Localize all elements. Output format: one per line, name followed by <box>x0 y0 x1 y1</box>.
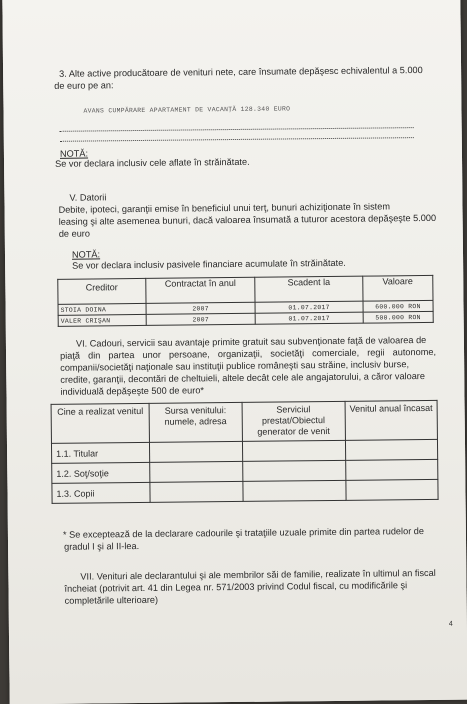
col-header-creditor: Creditor <box>58 278 146 304</box>
handwritten-entry: AVANS CUMPĂRARE APARTAMENT DE VACANŢĂ 128.340 EURO <box>83 105 291 115</box>
section5-line2: leasing şi alte asemenea bunuri, dacă valoarea însumată a tuturor acestora depăşeşte 5.000 <box>58 212 437 227</box>
table-cell: STOIA DOINA <box>58 303 146 315</box>
gifts-table <box>51 400 439 504</box>
col-header-contract-year: Contractat în anul <box>146 277 256 303</box>
section7-line2: încheiat (potrivit art. 41 din Legea nr. 571/2003 privind Codul fiscal, cu modificările şi <box>64 580 408 594</box>
section7-line1: VII. Venituri ale declarantului şi ale membrilor săi de familie, realizate în ultimul an fiscal <box>80 567 436 582</box>
footnote-line2: gradul I şi al II-lea. <box>64 541 140 552</box>
col-header-income: Venitul anual încasat <box>345 400 438 440</box>
section6-line4: credite, garanţii, decontări de cheltuieli, altele decât cele ale angajatorului, a căror valoare <box>60 371 426 385</box>
dotted-line <box>60 137 414 142</box>
table-cell: 2007 <box>146 302 256 314</box>
col-header-source: Sursa venitului: numele, adresa <box>149 402 242 442</box>
section5-title: V. Datorii <box>69 192 107 203</box>
col-header-due-date: Scadent la <box>255 276 363 302</box>
dotted-line <box>60 127 414 132</box>
document-page <box>2 0 467 704</box>
section3-line1: 3. Alte active producătoare de venituri nete, care însumate depăşesc echivalentul a 5.000 <box>59 65 423 79</box>
table-cell: VALER CRIŞAN <box>58 314 146 326</box>
col-header-who: Cine a realizat venitul <box>51 403 150 443</box>
table-cell: 500.000 RON <box>363 311 433 323</box>
table-cell: 2007 <box>146 313 256 325</box>
section5-line3: de euro <box>58 228 91 239</box>
row-label-spouse: 1.2. Soţ/soţie <box>52 462 150 483</box>
section3-line2: de euro pe an: <box>54 80 114 91</box>
nota-text: Se vor declara inclusiv pasivele financiare acumulate în străinătate. <box>72 257 346 271</box>
table-cell: 01.07.2017 <box>255 312 363 324</box>
section6-line3: companii/societăţi naţionale sau instituţii publice româneşti sau străine, inclusiv burse, <box>60 359 410 373</box>
debts-table <box>57 275 433 327</box>
row-label-children: 1.3. Copii <box>52 482 150 503</box>
col-header-value: Valoare <box>363 275 433 301</box>
section6-line2: piaţă din partea unor persoane, organizaţii, societăţi comerciale, regii autonome, <box>60 346 437 361</box>
table-cell: 01.07.2017 <box>255 301 363 313</box>
table-row <box>52 479 438 503</box>
page-number: 4 <box>448 620 453 628</box>
nota-text: Se vor declara inclusiv cele aflate în străinătate. <box>54 156 250 169</box>
table-cell: 600.000 RON <box>363 300 433 312</box>
section7-line3: completările ulterioare) <box>64 594 159 606</box>
footnote-line1: * Se exceptează de la declarare cadourile şi trataţiile uzuale primite din partea rudelor de <box>62 526 425 540</box>
section6-line5: individuală depăşeşte 500 de euro* <box>60 385 205 397</box>
section6-line1: VI. Cadouri, servicii sau avantaje primite gratuit sau subvenţionate faţă de valoarea de <box>75 334 427 349</box>
section5-line1: Debite, ipoteci, garanţii emise în beneficiul unui terţ, bunuri achiziţionate în sistem <box>58 201 391 215</box>
row-label-titular: 1.1. Titular <box>51 442 149 463</box>
nota-label: NOTĂ: <box>59 148 89 159</box>
nota-label: NOTĂ: <box>71 249 101 260</box>
col-header-service: Serviciul prestat/Obiectul generator de venit <box>242 401 346 441</box>
